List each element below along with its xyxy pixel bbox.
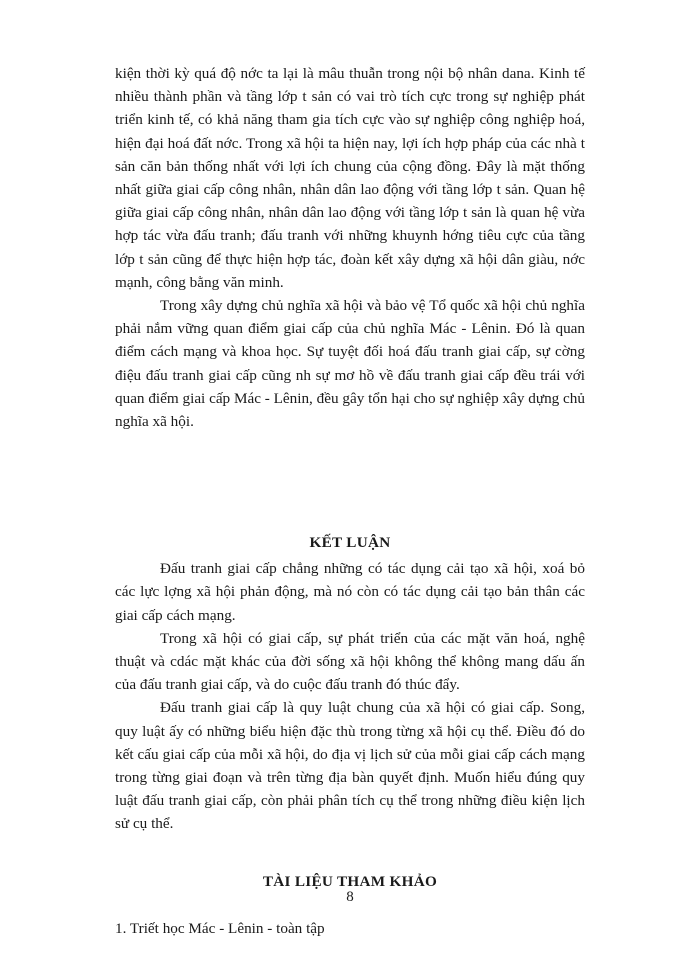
references-heading: TÀI LIỆU THAM KHẢO [262,872,438,890]
page-number: 8 [346,889,354,905]
reference-item: 1. Triết học Mác - Lênin - toàn tập [115,919,325,937]
body-paragraph: Trong xây dựng chủ nghĩa xã hội và bảo vệ Tổ quốc xã hội chủ nghĩa phải nắm vững quan điểm giai cấp của chủ nghĩa Mác - Lênin. Đó là quan điểm cách mạng và khoa học. Sự tuyệt đối hoá đấu tranh giai cấp, sự cờng điệu đấu tranh giai cấp cũng nh sự mơ hồ về đấu tranh giai cấp đều trái với quan điểm giai cấp Mác - Lênin, đều gây tổn hại cho sự nghiệp xây dựng chủ nghĩa xã hội. [115,297,585,431]
document-page [115,62,585,939]
conclusion-heading: KẾT LUẬN [309,534,391,552]
conclusion-paragraph: Đấu tranh giai cấp chẳng những có tác dụng cải tạo xã hội, xoá bỏ các lực lợng xã hội phản động, mà nó còn có tác dụng cải tạo bản thân các giai cấp cách mạng. [115,560,585,624]
conclusion-paragraph: Trong xã hội có giai cấp, sự phát triển của các mặt văn hoá, nghệ thuật và cdác mặt khác của đời sống xã hội không thể không mang dấu ấn của đấu tranh giai cấp, và do cuộc đấu tranh đó thúc đẩy. [115,629,585,694]
conclusion-paragraph: Đấu tranh giai cấp là quy luật chung của xã hội có giai cấp. Song, quy luật ấy có những biểu hiện đặc thù trong từng xã hội cụ thể. Điều đó do kết cấu giai cấp của mỗi xã hội, do địa vị lịch sử của mỗi giai cấp cách mạng trong từng giai đoạn và trên từng địa bàn quyết định. Muốn hiểu đúng quy luật đấu tranh giai cấp, còn phải phân tích cụ thể trong những điều kiện lịch sử cụ thể. [115,699,585,833]
section-spacer [115,433,585,531]
section-spacer [115,836,585,870]
body-paragraph: kiện thời kỳ quá độ nớc ta lại là mâu thuẫn trong nội bộ nhân dana. Kinh tế nhiều thành phần và tầng lớp t sản có vai trò tích cực trong sự nghiệp phát triển kinh tế, có khả năng tham gia tích cực vào sự nghiệp công nghiệp hoá, hiện đại hoá đất nớc. Trong xã hội ta hiện nay, lợi ích hợp pháp của các nhà t sản căn bản thống nhất với lợi ích chung của cộng đồng. Đây là mặt thống nhất giữa giai cấp công nhân, nhân dân lao động với tầng lớp t sản. Quan hệ giữa giai cấp công nhân, nhân dân lao động với tầng lớp t sản là quan hệ vừa hợp tác vừa đấu tranh; đấu tranh với những khuynh hớng tiêu cực của tầng lớp t sản cũng để thực hiện hợp tác, đoàn kết xây dựng xã hội dân giàu, nớc mạnh, công bằng văn minh. [115,65,585,291]
